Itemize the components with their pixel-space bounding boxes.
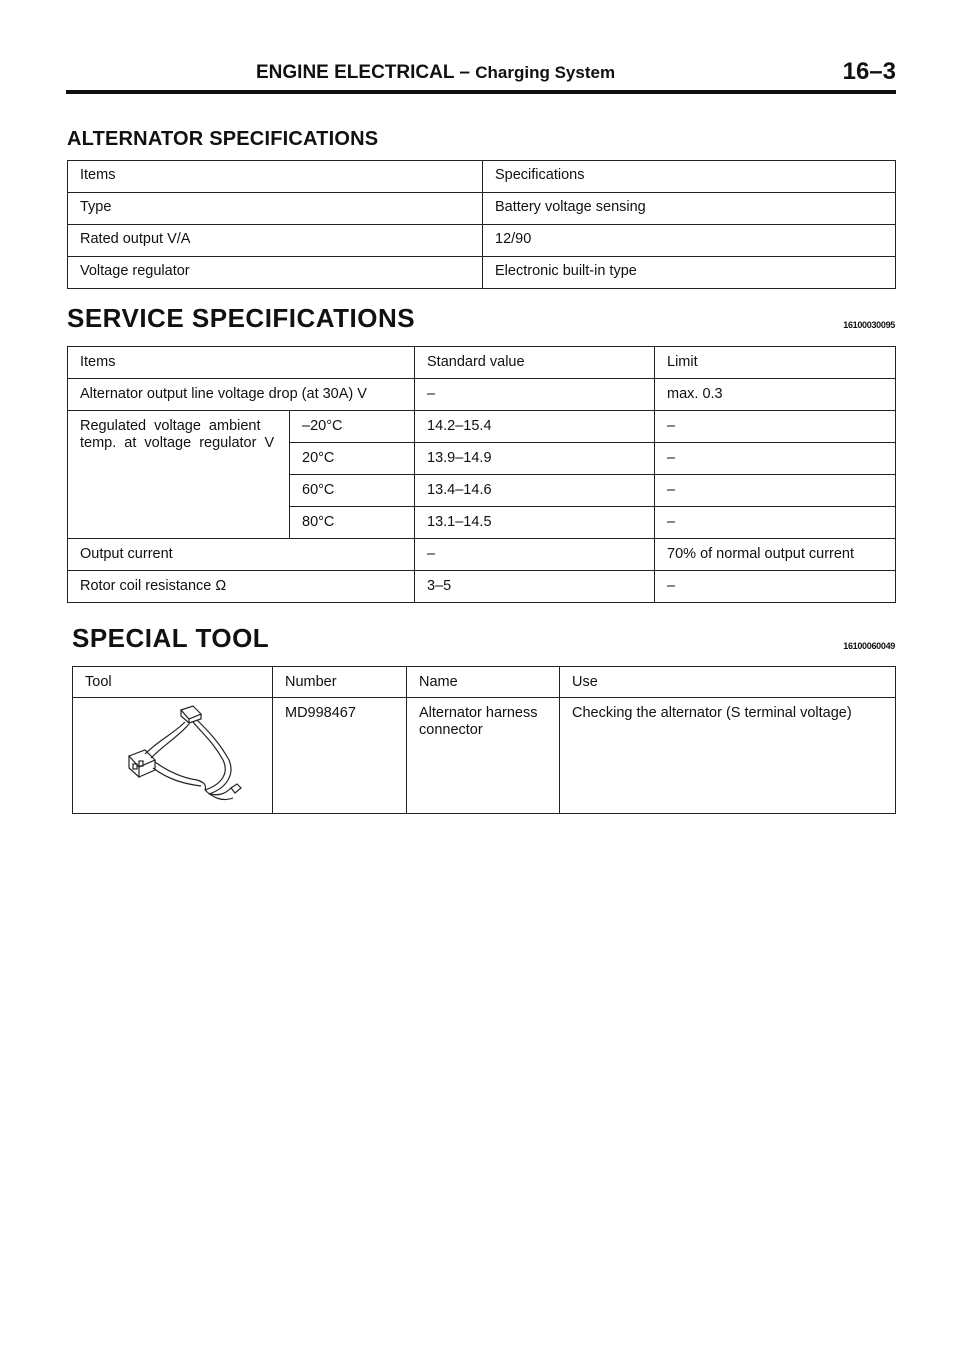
standard-cell: 3–5 xyxy=(415,571,655,603)
column-header: Items xyxy=(68,347,415,379)
spec-cell: Battery voltage sensing xyxy=(483,193,896,225)
table-header-row xyxy=(68,347,896,379)
page-number: 16–3 xyxy=(842,58,896,85)
limit-cell: 70% of normal output current xyxy=(655,539,896,571)
standard-cell: – xyxy=(415,539,655,571)
special-tool-code: 16100060049 xyxy=(843,641,895,651)
table-row xyxy=(68,257,896,289)
column-header: Limit xyxy=(655,347,896,379)
limit-cell: – xyxy=(655,411,896,443)
special-tool-table xyxy=(72,666,896,814)
temp-cell: 20°C xyxy=(290,443,415,475)
limit-cell: – xyxy=(655,507,896,539)
column-header: Standard value xyxy=(415,347,655,379)
standard-cell: 13.1–14.5 xyxy=(415,507,655,539)
standard-cell: – xyxy=(415,379,655,411)
table-row xyxy=(68,193,896,225)
standard-cell: 13.9–14.9 xyxy=(415,443,655,475)
item-cell: Type xyxy=(68,193,483,225)
item-cell: Rotor coil resistance Ω xyxy=(68,571,415,603)
service-specs-heading: SERVICE SPECIFICATIONS xyxy=(67,303,416,333)
table-row xyxy=(68,571,896,603)
tool-image-cell xyxy=(73,698,273,814)
column-header: Use xyxy=(560,667,896,698)
table-row xyxy=(68,379,896,411)
item-cell: Rated output V/A xyxy=(68,225,483,257)
spec-cell: 12/90 xyxy=(483,225,896,257)
section-title: ENGINE ELECTRICAL xyxy=(256,62,455,83)
special-tool-heading: SPECIAL TOOL xyxy=(72,623,270,653)
limit-cell: – xyxy=(655,571,896,603)
limit-cell: – xyxy=(655,475,896,507)
item-cell: Voltage regulator xyxy=(68,257,483,289)
standard-cell: 13.4–14.6 xyxy=(415,475,655,507)
item-cell: Output current xyxy=(68,539,415,571)
table-header-row xyxy=(68,161,896,193)
limit-cell: max. 0.3 xyxy=(655,379,896,411)
column-header: Number xyxy=(273,667,407,698)
tool-name-cell: Alternator harness connector xyxy=(407,698,560,814)
column-header: Tool xyxy=(73,667,273,698)
page-header xyxy=(66,60,896,94)
table-row xyxy=(68,411,896,443)
alternator-specs-heading: ALTERNATOR SPECIFICATIONS xyxy=(67,128,379,150)
service-specs-table xyxy=(67,346,896,603)
standard-cell: 14.2–15.4 xyxy=(415,411,655,443)
column-header: Name xyxy=(407,667,560,698)
column-header: Specifications xyxy=(483,161,896,193)
spec-cell: Electronic built-in type xyxy=(483,257,896,289)
tool-number-cell: MD998467 xyxy=(273,698,407,814)
harness-connector-icon xyxy=(73,698,273,808)
table-row xyxy=(68,225,896,257)
alternator-specs-table xyxy=(67,160,896,289)
item-cell: Regulated voltage ambient temp. at voltage regulator V xyxy=(68,411,290,539)
table-header-row xyxy=(73,667,896,698)
table-row xyxy=(73,698,896,814)
title-dash: – xyxy=(459,62,470,83)
temp-cell: –20°C xyxy=(290,411,415,443)
item-cell: Alternator output line voltage drop (at 30A) V xyxy=(68,379,415,411)
temp-cell: 60°C xyxy=(290,475,415,507)
temp-cell: 80°C xyxy=(290,507,415,539)
table-row xyxy=(68,539,896,571)
service-specs-code: 16100030095 xyxy=(843,320,895,330)
section-subtitle: Charging System xyxy=(475,63,616,82)
limit-cell: – xyxy=(655,443,896,475)
header-title xyxy=(256,62,615,84)
column-header: Items xyxy=(68,161,483,193)
tool-use-cell: Checking the alternator (S terminal voltage) xyxy=(560,698,896,814)
